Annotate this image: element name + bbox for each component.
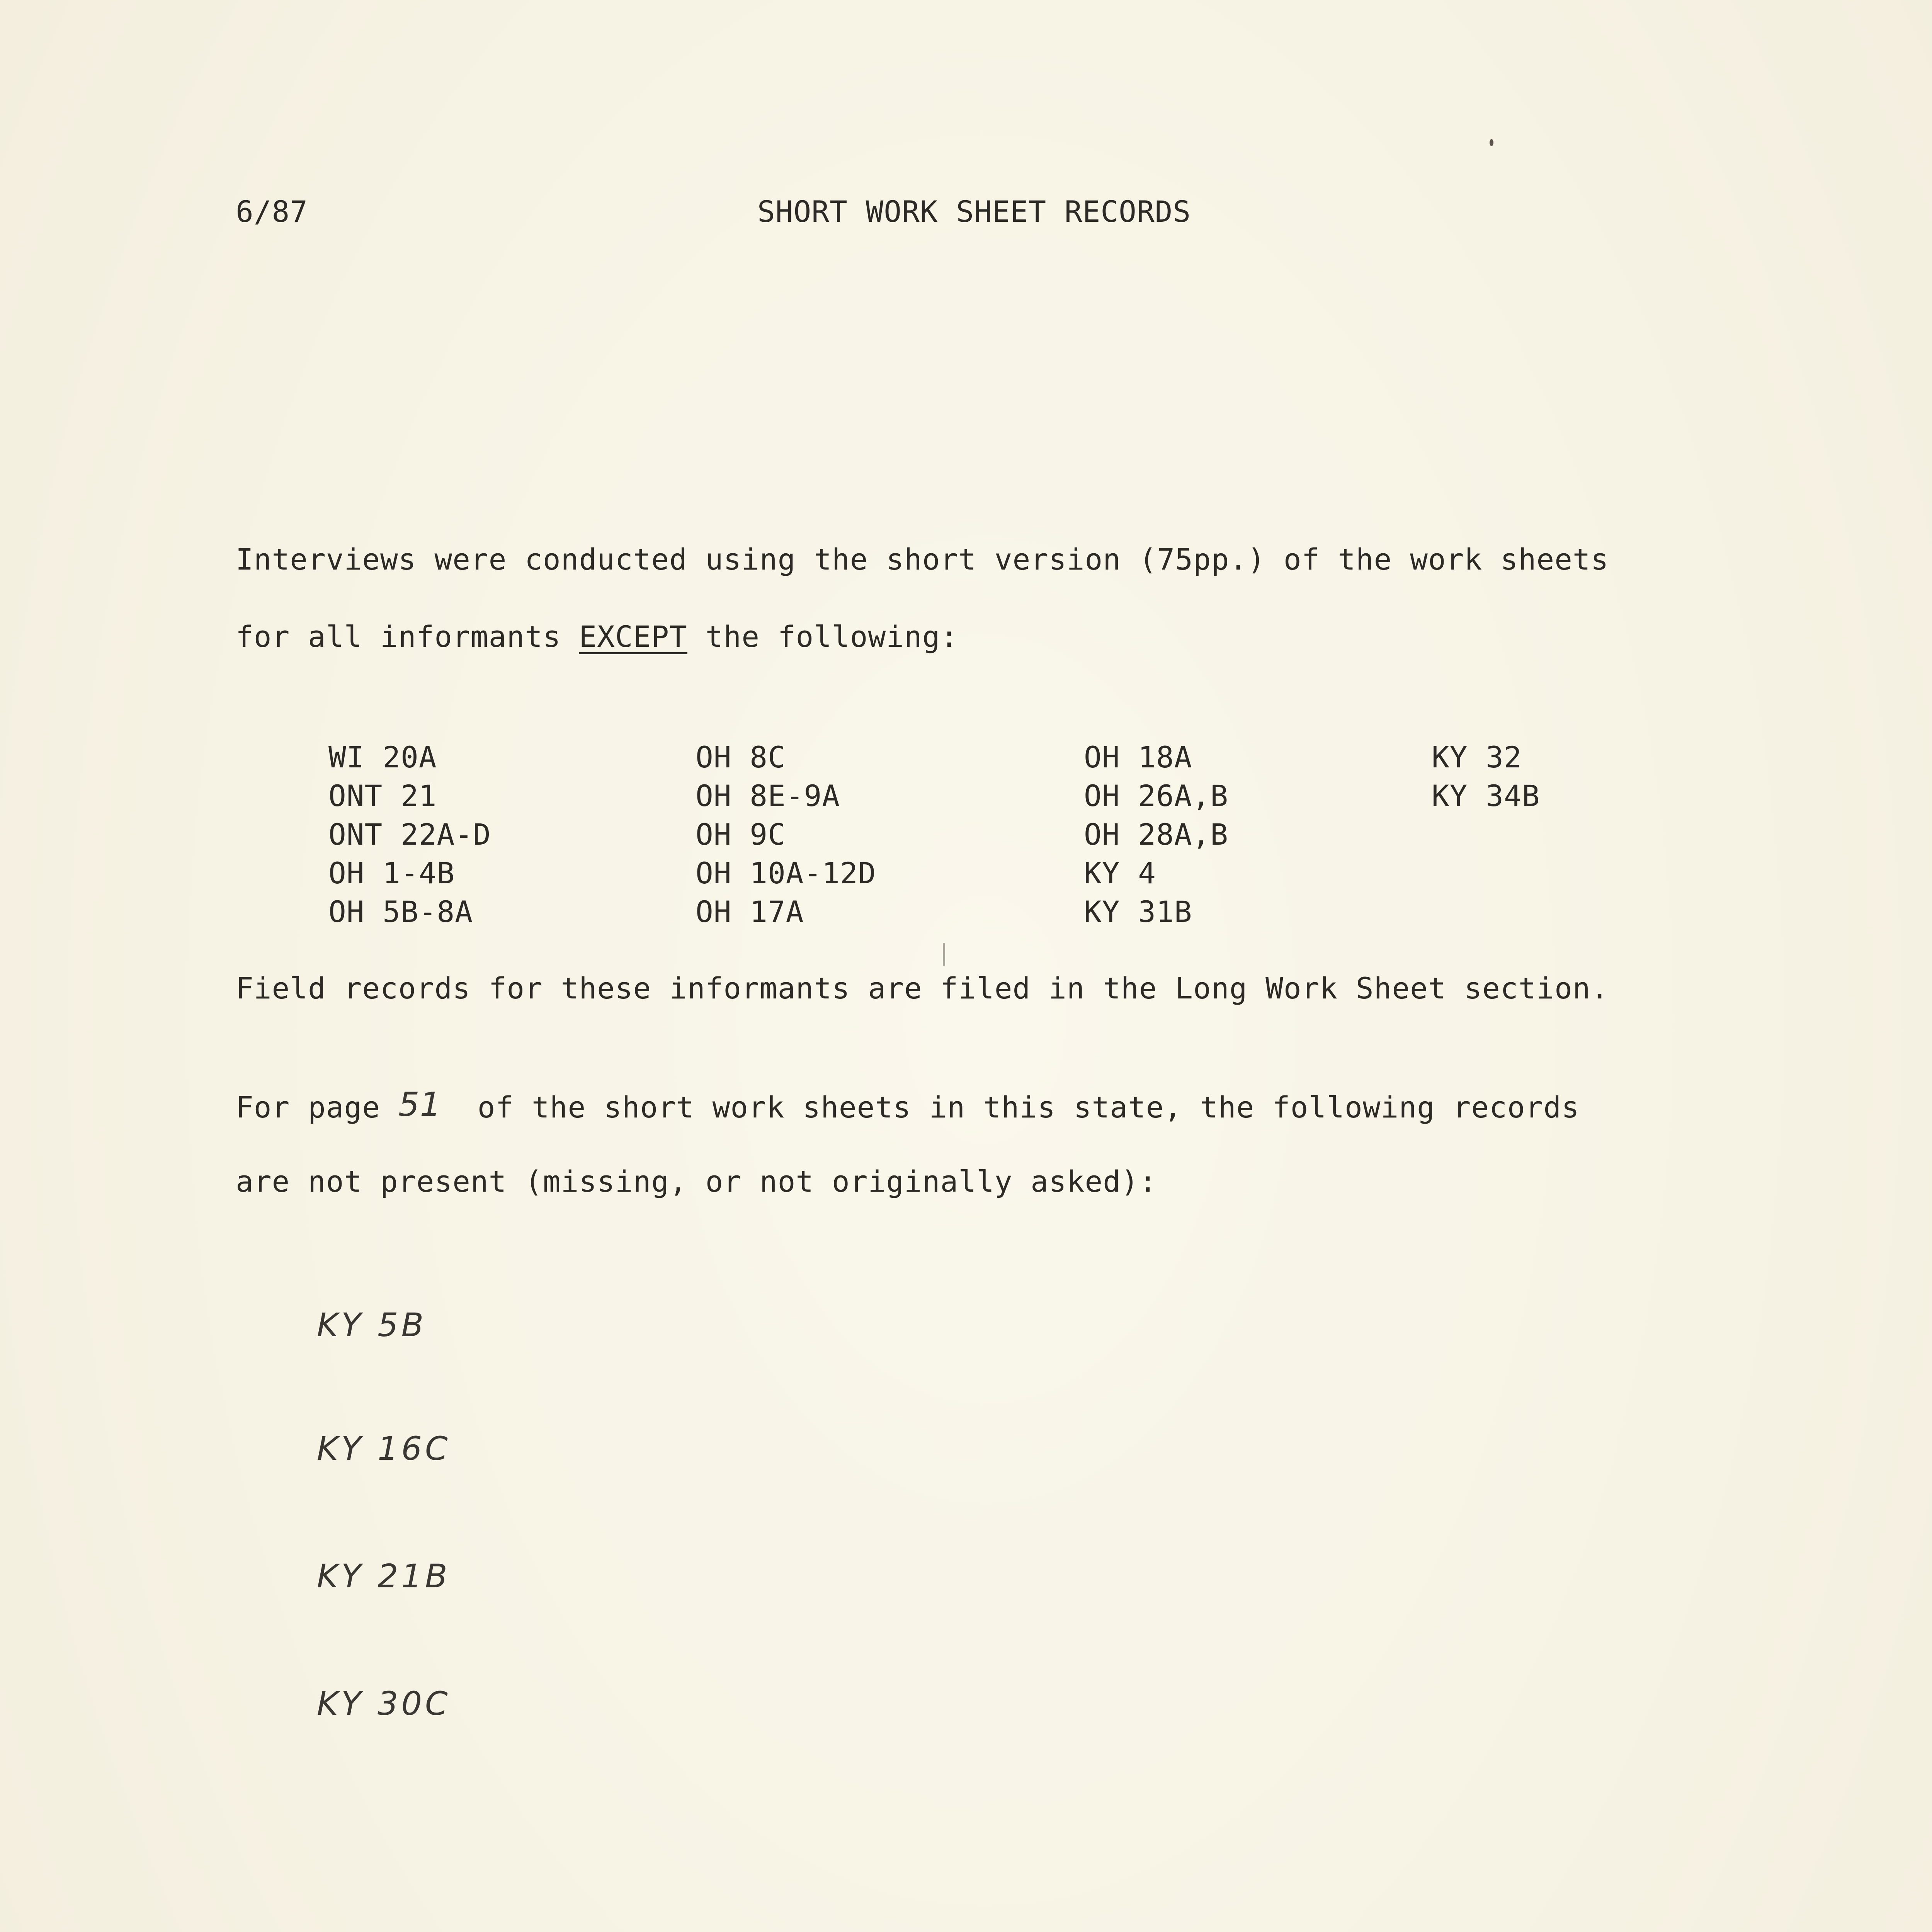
intro-line-1: Interviews were conducted using the short version (75pp.) of the work sheets (236, 542, 1609, 577)
field-records-note: Field records for these informants are filed in the Long Work Sheet section. (236, 971, 1609, 1005)
except-emphasis: EXCEPT (579, 619, 687, 654)
missing-record: KY 21B (317, 1557, 451, 1595)
intro-line-2 (236, 619, 959, 654)
paper-speck (1490, 139, 1493, 146)
document-date: 6/87 (236, 194, 308, 229)
exception-code: KY 34B (1432, 779, 1540, 813)
handwritten-page-number: 51 (398, 1085, 442, 1124)
missing-record: KY 16C (317, 1430, 451, 1468)
exception-code: ONT 22A-D (328, 817, 491, 852)
exception-code: KY 31B (1084, 895, 1192, 929)
exception-column-3 (1084, 738, 1228, 931)
missing-para-line-2: are not present (missing, or not originally asked): (236, 1164, 1157, 1199)
exception-code: OH 5B-8A (328, 895, 473, 929)
paper-speck (943, 943, 945, 966)
exception-code: OH 18A (1084, 740, 1192, 774)
missing-para-start: For page (236, 1090, 398, 1124)
exception-code: OH 10A-12D (696, 856, 876, 890)
intro-line-2-end: the following: (687, 619, 959, 654)
exception-code: OH 17A (696, 895, 804, 929)
exception-code: OH 28A,B (1084, 817, 1229, 852)
exception-codes-table (328, 738, 1642, 931)
exception-code: OH 8E-9A (696, 779, 840, 813)
exception-code: OH 26A,B (1084, 779, 1229, 813)
exception-column-2 (696, 738, 876, 931)
exception-code: OH 9C (696, 817, 786, 852)
exception-column-1 (328, 738, 491, 931)
document-title: SHORT WORK SHEET RECORDS (757, 194, 1191, 229)
missing-record: KY 5B (317, 1306, 427, 1344)
exception-column-4 (1432, 738, 1540, 815)
exception-code: OH 1-4B (328, 856, 455, 890)
exception-code: KY 32 (1432, 740, 1522, 774)
missing-para-line-1 (236, 1085, 1580, 1124)
missing-para-end: of the short work sheets in this state, the following records (441, 1090, 1580, 1124)
intro-line-2-start: for all informants (236, 619, 579, 654)
exception-code: KY 4 (1084, 856, 1156, 890)
exception-code: OH 8C (696, 740, 786, 774)
exception-code: WI 20A (328, 740, 437, 774)
missing-record: KY 30C (317, 1685, 451, 1723)
exception-code: ONT 21 (328, 779, 437, 813)
